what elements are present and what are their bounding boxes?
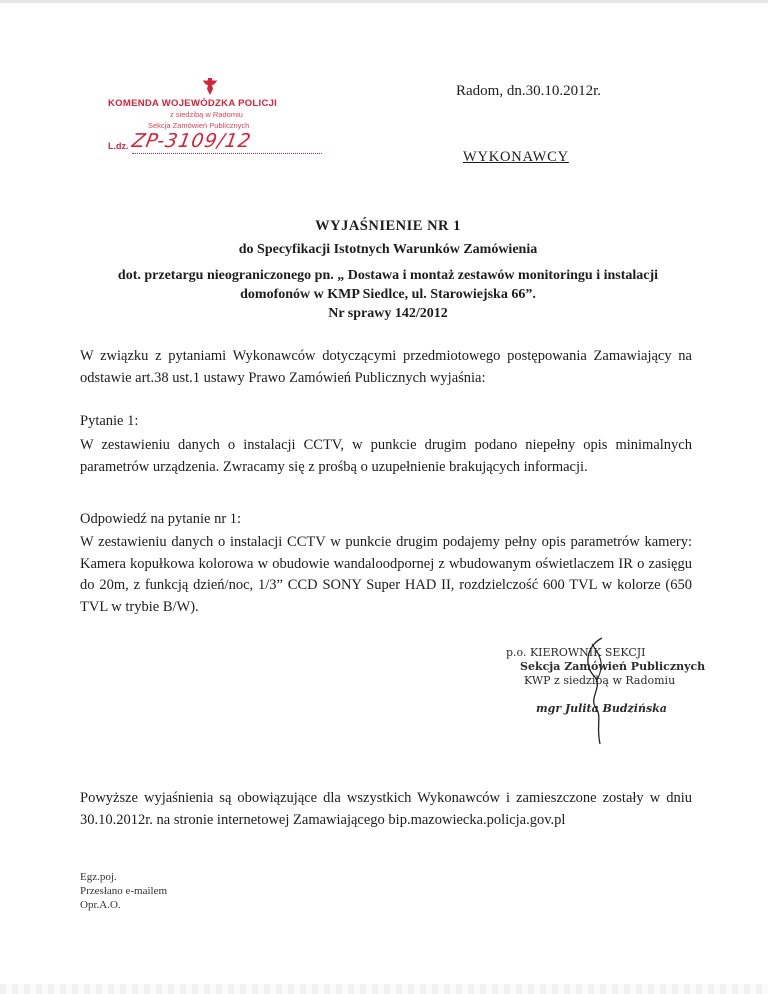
signature-name: mgr Julita Budzińska — [536, 702, 667, 715]
answer-label: Odpowiedź na pytanie nr 1: — [80, 511, 242, 527]
footer-sent: Przesłano e-mailem — [80, 885, 168, 897]
stamp-dotted-line — [132, 153, 322, 154]
document-subject — [60, 266, 716, 304]
stamp-ldz-label: L.dz. — [108, 141, 129, 151]
document-title: WYJAŚNIENIE NR 1 — [315, 218, 461, 234]
footer-prepared: Opr.A.O. — [80, 899, 121, 911]
stamp-line-3: Sekcja Zamówień Publicznych — [148, 121, 250, 130]
stamp-handwritten-number: ZP-3109/12 — [130, 130, 254, 152]
office-stamp — [108, 78, 340, 158]
question-text: W zestawieniu danych o instalacji CCTV, w punkcie drugim podano niepełny opis minimalnych parametrów urządzenia. Zwracamy się z prośbą o uzupełnienie brakujących informacji. — [80, 437, 692, 475]
closing-paragraph: Powyższe wyjaśnienia są obowiązujące dla wszystkich Wykonawców i zamieszczone zostały w dniu 30.10.2012r. na stronie internetowej Zamawiającego bip.mazowiecka.policja.gov.pl — [80, 790, 692, 828]
stamp-line-1: KOMENDA WOJEWÓDZKA POLICJI — [108, 98, 278, 109]
signature-unit: Sekcja Zamówień Publicznych — [520, 660, 706, 673]
question-label: Pytanie 1: — [80, 413, 139, 429]
handwritten-signature-icon — [566, 636, 626, 746]
case-number: Nr sprawy 142/2012 — [328, 306, 448, 321]
answer-text: W zestawieniu danych o instalacji CCTV w punkcie drugim podajemy pełny opis parametrów kamery: Kamera kopułkowa kolorowa w obudowie wandaloodpornej z wbudowanym oświetlaczem IR o zasięgu do 20m, z funkcją dzień/noc, 1/3” CCD SONY Super HAD II, rozdzielczość 600 TVL w kolorze (650 TVL w trybie B/W). — [80, 534, 692, 615]
footer-copies: Egz.poj. — [80, 871, 117, 883]
subject-line-2: domofonów w KMP Siedlce, ul. Starowiejska 66”. — [240, 287, 536, 302]
place-and-date: Radom, dn.30.10.2012r. — [456, 83, 601, 99]
document-subtitle: do Specyfikacji Istotnych Warunków Zamówienia — [238, 242, 538, 257]
scan-top-edge — [0, 0, 768, 3]
eagle-emblem-icon — [202, 78, 218, 96]
signature-position: p.o. KIEROWNIK SEKCJI — [506, 646, 646, 659]
stamp-line-2: z siedzibą w Radomiu — [170, 110, 243, 119]
intro-paragraph: W związku z pytaniami Wykonawców dotyczącymi przedmiotowego postępowania Zamawiający na odstawie art.38 ust.1 ustawy Prawo Zamówień Publicznych wyjaśnia: — [80, 348, 692, 386]
recipients-heading: WYKONAWCY — [463, 149, 569, 165]
scan-bottom-edge — [0, 984, 768, 994]
document-footer — [80, 870, 167, 912]
signature-office: KWP z siedzibą w Radomiu — [524, 674, 676, 687]
subject-line-1: dot. przetargu nieograniczonego pn. „ Dostawa i montaż zestawów monitoringu i instalacji — [117, 268, 659, 283]
